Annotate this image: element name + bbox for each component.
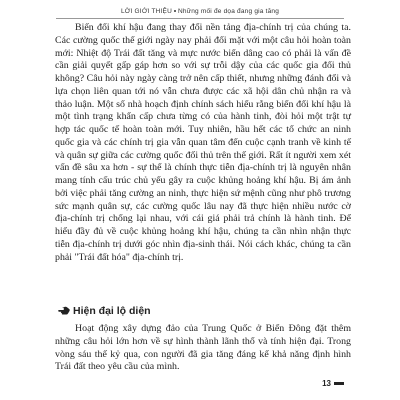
page-number-value: 13 [322,379,331,388]
paragraph: Hoạt động xây dựng đảo của Trung Quốc ở Biển Đông đặt thêm những câu hỏi lớn hơn về sự hình thành lãnh thổ và tính hiện đại. Trong vòng sáu thế kỷ qua, con người đã gia tăng đáng kể khả năng định hình Trái đất theo yêu cầu của mình. [55,323,351,373]
section-title: Hiện đại lộ diện [73,305,151,317]
section-body-text [55,323,351,374]
header-separator [174,10,176,12]
body-text [55,22,351,264]
header-label: LỜI GIỚI THIỆU [120,8,172,15]
page-number-bar [334,382,344,385]
hand-pointer-icon [58,306,68,316]
running-header [0,8,400,15]
section-heading [58,305,151,317]
header-rule [56,18,344,19]
page-number [322,379,344,388]
paragraph: Biến đổi khí hậu đang thay đổi nền tảng địa-chính trị của chúng ta. Các cường quốc thế giới ngày nay phải đối mặt với một câu hỏi hoàn toàn mới: Nhiệt độ Trái đất tăng và mực nước biển dâng cao có phải là vấn đề cần giải quyết gấp gáp hơn so với sự trỗi dậy của các quốc gia đối thủ không? Câu hỏi này ngày càng trở nên cấp thiết, nhưng những đánh đổi và lựa chọn liên quan tới nó vẫn chưa được các xã hội dân chủ nhận ra và thảo luận. Một số nhà hoạch định chính sách hiểu rằng biến đổi khí hậu là một tình trạng khẩn cấp chưa từng có của hành tinh, đòi hỏi một trật tự hợp tác quốc tế hoàn toàn mới. Tuy nhiên, hầu hết các tổ chức an ninh quốc gia và các chính trị gia vẫn quan tâm đến cuộc cạnh tranh về kinh tế và quân sự giữa các cường quốc đối thủ trên thế giới. Rất ít người xem xét vấn đề sâu xa hơn - sự thể là chính thực tiễn địa-chính trị là nguyên nhân mang tính cấu trúc chủ yếu gây ra cuộc khủng hoảng khí hậu. Bị ám ảnh bởi việc phải tăng cường an ninh, thực hiện sứ mệnh cũng như phô trương sức mạnh quân sự, các cường quốc lâu nay đã thực hiện nhiều nước cờ địa-chính trị chống lại nhau, với cái giá phải trả chính là hành tinh. Để hiểu đầy đủ về cuộc khủng hoảng khí hậu, chúng ta cần nhìn nhận thực tiễn địa-chính trị dưới góc nhìn địa-sinh thái. Nói cách khác, chúng ta cần phải "Trái đất hóa" địa-chính trị. [55,22,351,263]
header-title: Những mối đe dọa đang gia tăng [177,8,280,15]
